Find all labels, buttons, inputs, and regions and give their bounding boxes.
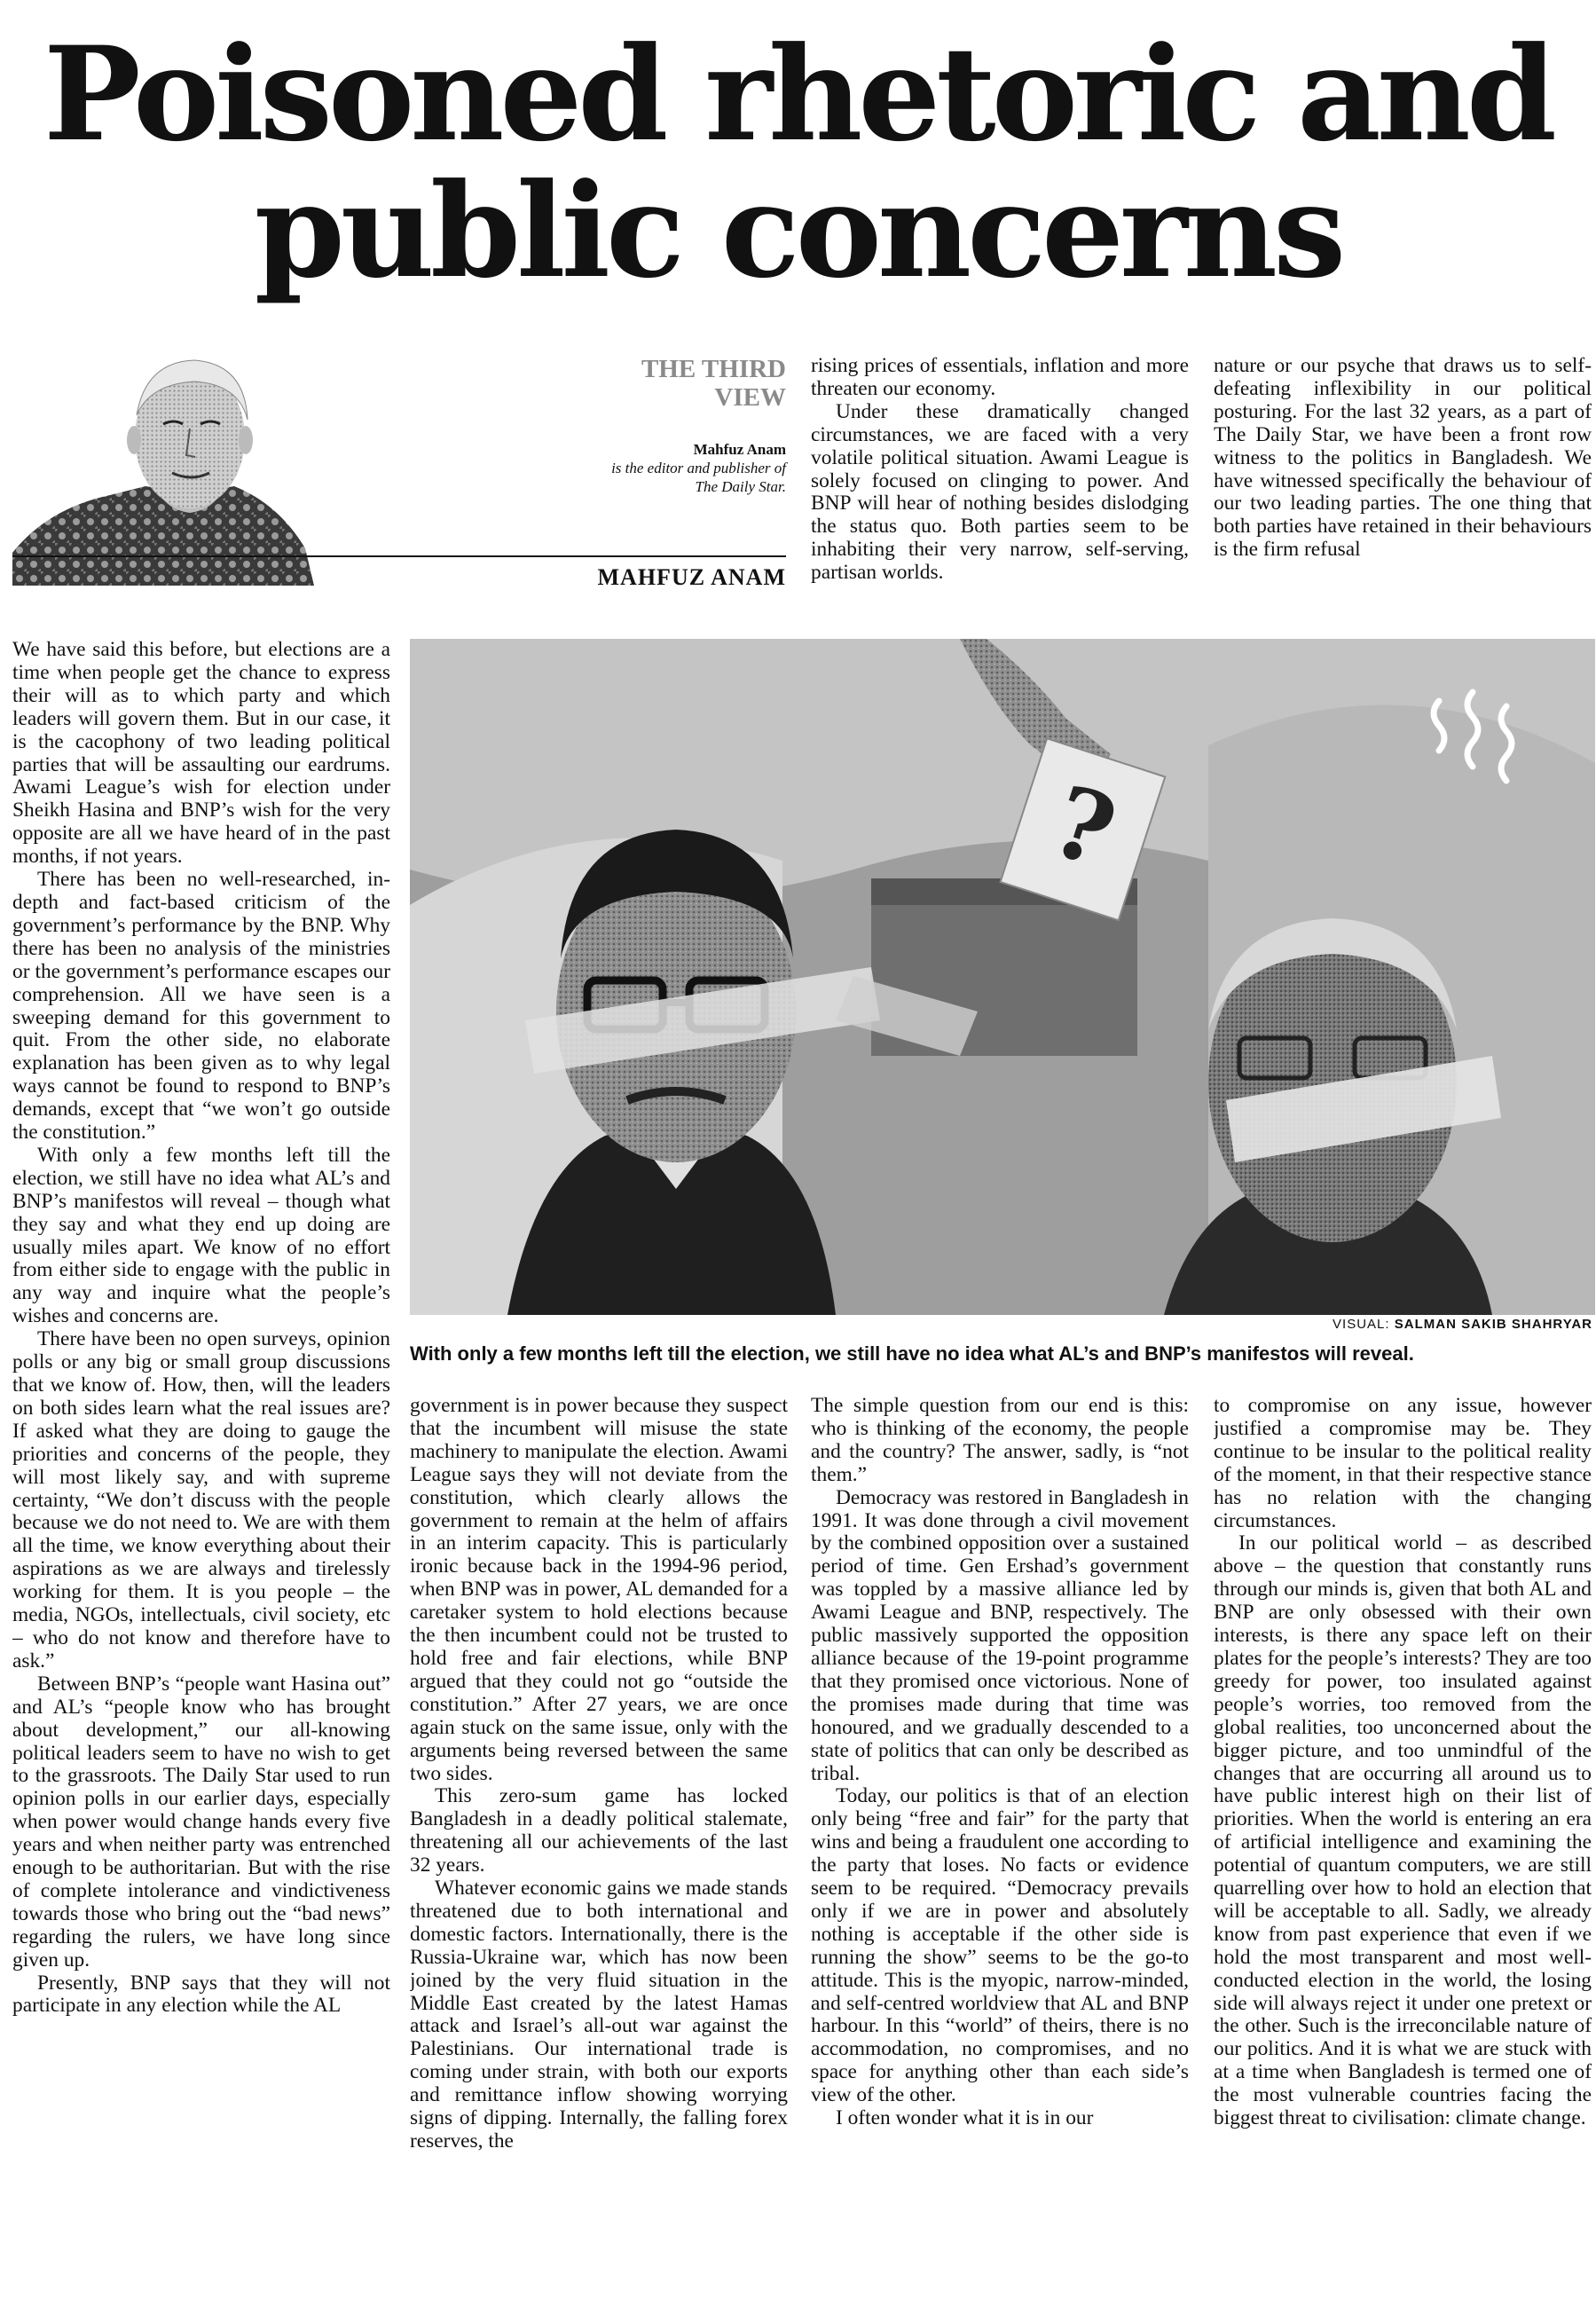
paragraph: Between BNP’s “people want Hasina out” and AL’s “people know who has brought about development,” our all-knowing political leaders seem to have no wish to get to the grassroots. The Daily Star used to run opinion polls in our earlier days, especially when power would change hands every five years and when neither party was entrenched enough to be authoritarian. But with the rise of complete intolerance and vindictiveness towards those who bring out the “bad news” regarding the rulers, we have long since given up.: [12, 1672, 390, 1972]
article-illustration: [410, 639, 1595, 1315]
illustration-credit-prefix: VISUAL:: [1333, 1317, 1390, 1332]
headline: [0, 19, 1596, 307]
headline-line-1: Poisoned rhetoric and: [43, 19, 1553, 170]
author-note: [497, 440, 786, 496]
paragraph: There has been no well-researched, in-depth and fact-based criticism of the government’s performance by the BNP. Why there has been no analysis of the ministries or the government’s performance escapes our comprehension. All we have seen is a sweeping demand for this government to quit. From the other side, no elaborate explanation has been given as to why legal ways cannot be found to respond to BNP’s demands, except that “we won’t go outside the constitution.”: [12, 868, 390, 1145]
illustration-credit-name: SALMAN SAKIB SHAHRYAR: [1394, 1317, 1592, 1332]
body-column-1: [12, 639, 390, 2309]
paragraph: The simple question from our end is this: who is thinking of the economy, the people and the country? The answer, sadly, is “not them.”: [811, 1395, 1189, 1486]
illustration-credit: [1065, 1317, 1592, 1332]
column-header-rule: [12, 555, 786, 557]
author-note-line-1: is the editor and publisher of: [611, 460, 786, 476]
paragraph: With only a few months left till the election, we still have no idea what AL’s and BNP’s manifestos will reveal – though what they say and what they end up doing are usually miles apart. We know of no effort from either side to engage with the public in any way and inquire what the people’s wishes and concerns are.: [12, 1143, 390, 1328]
paragraph: rising prices of essentials, inflation and more threaten our economy.: [811, 355, 1189, 400]
paragraph: Democracy was restored in Bangladesh in 1991. It was done through a civil movement by the combined opposition over a sustained period of time. Gen Ershad’s government was toppled by a massive alliance led by Awami League and BNP, respectively. The public massively supported the opposition alliance because of the 19-point programme that they promised once victorious. None of the promises made during that time was honoured, and we gradually descended to a state of politics that can only be described as tribal.: [811, 1485, 1189, 1785]
author-note-line-2: The Daily Star.: [695, 478, 786, 495]
paragraph: nature or our psyche that draws us to self-defeating inflexibility in our political posturing. For the last 32 years, as a part of The Daily Star, we have been a front row witness to the politics in Bangladesh. We have witnessed specifically the behaviour of our two leading parties. The one thing that both parties have retained in their behaviours is the firm refusal: [1214, 355, 1592, 562]
paragraph: Whatever economic gains we made stands threatened due to both international and domestic factors. Internationally, there is the Russia-Ukraine war, which has now been joined by the very fluid situation in the Middle East created by the latest Hamas attack and Israel’s all-out war against the Palestinians. Our international trade is coming under strain, with both our exports and remittance inflow showing worrying signs of dipping. Internally, the falling forex reserves, the: [410, 1877, 788, 2153]
question-mark: ?: [1038, 763, 1129, 890]
byline: MAHFUZ ANAM: [597, 564, 786, 590]
author-note-name: Mahfuz Anam: [693, 441, 786, 458]
body-column-4: [1214, 1395, 1592, 2309]
author-portrait: [12, 344, 399, 586]
column-label-line-1: THE THIRD: [641, 355, 786, 383]
paragraph: Presently, BNP says that they will not participate in any election while the AL: [12, 1971, 390, 2018]
top-column-3: [811, 355, 1189, 605]
paragraph: In our political world – as described above – the question that constantly runs through our minds is, given that both AL and BNP are only obsessed with their own interests, is there any space left on their plates for the people’s interests? They are too greedy for power, too insulated against people’s worries, too removed from the global realities, too unconcerned about the bigger picture, and too unmindful of the changes that are occurring all around us to have public interest high on their list of priorities. When the world is entering an era of artificial intelligence and examining the potential of quantum computers, we are still quarrelling over how to hold an election that will be acceptable to all. Sadly, we already know from past experience that even if we hold the most transparent and most well-conducted election in the world, the losing side will always reject it under one pretext or the other. Such is the irreconcilable nature of our politics. And it is what we are stuck with at a time when Bangladesh is termed one of the most vulnerable countries facing the biggest threat to civilisation: climate change.: [1214, 1531, 1592, 2130]
body-column-2: [410, 1395, 788, 2309]
top-column-4: [1214, 355, 1592, 605]
paragraph: I often wonder what it is in our: [836, 2106, 1094, 2130]
paragraph: This zero-sum game has locked Bangladesh in a deadly political stalemate, threatening all our achievements of the last 32 years.: [410, 1784, 788, 1877]
paragraph: government is in power because they suspect that the incumbent will misuse the state machinery to manipulate the election. Awami League says they will not deviate from the constitution, which clearly allows the government to remain at the helm of affairs in an interim capacity. This is particularly ironic because back in the 1994-96 period, when BNP was in power, AL demanded for a caretaker system to hold elections because the then incumbent could not be trusted to hold free and fair elections, while BNP argued that they could not go “outside the constitution.” After 27 years, we are once again stuck on the same issue, only with the arguments being reversed between the same two sides.: [410, 1395, 788, 1785]
column-label: [497, 355, 786, 412]
paragraph: Today, our politics is that of an election only being “free and fair” for the party that wins and being a fraudulent one according to the party that loses. No facts or evidence seem to be required. “Democracy prevails only if we are in power and absolutely nothing is acceptable if the other side is running the show” seems to be the go-to attitude. This is the myopic, narrow-minded, and self-centred worldview that AL and BNP harbour. In this “world” of theirs, there is no accommodation, no compromises, and no space for anything other than each side’s view of the other.: [811, 1784, 1189, 2107]
paragraph: to compromise on any issue, however justified a compromise may be. They continue to be insular to the political reality of the moment, in that their respective stance has no relation with the changing circumstances.: [1214, 1395, 1592, 1532]
headline-line-2: public concerns: [254, 155, 1342, 307]
illustration-caption: With only a few months left till the election, we still have no idea what AL’s and BNP’s manifestos will reveal.: [410, 1342, 1414, 1365]
column-label-line-2: VIEW: [714, 383, 786, 412]
paragraph: There have been no open surveys, opinion polls or any big or small group discussions that we know of. How, then, will the leaders on both sides learn what the real issues are? If asked what they are doing to gauge the priorities and concerns of the people, they will most likely say, and with supreme certainty, “We don’t discuss with the people because we do not need to. We are with them all the time, we know everything about their aspirations as we are always and tirelessly working for them. It is you people – the media, NGOs, intellectuals, civil society, etc – who do not know and therefore have to ask.”: [12, 1327, 390, 1673]
body-column-3: [811, 1395, 1189, 2309]
paragraph: Under these dramatically changed circumstances, we are faced with a very volatile political situation. Awami League is solely focused on clinging to power. And BNP will hear of nothing besides dislodging the status quo. Both parties seem to be inhabiting their very narrow, self-serving, partisan worlds.: [811, 399, 1189, 585]
paragraph: We have said this before, but elections are a time when people get the chance to express their will as to which party and which leaders will govern them. But in our case, it is the cacophony of two leading political parties that will be assaulting our eardrums. Awami League’s wish for election under Sheikh Hasina and BNP’s wish for the very opposite are all we have heard of in the past months, if not years.: [12, 639, 390, 869]
